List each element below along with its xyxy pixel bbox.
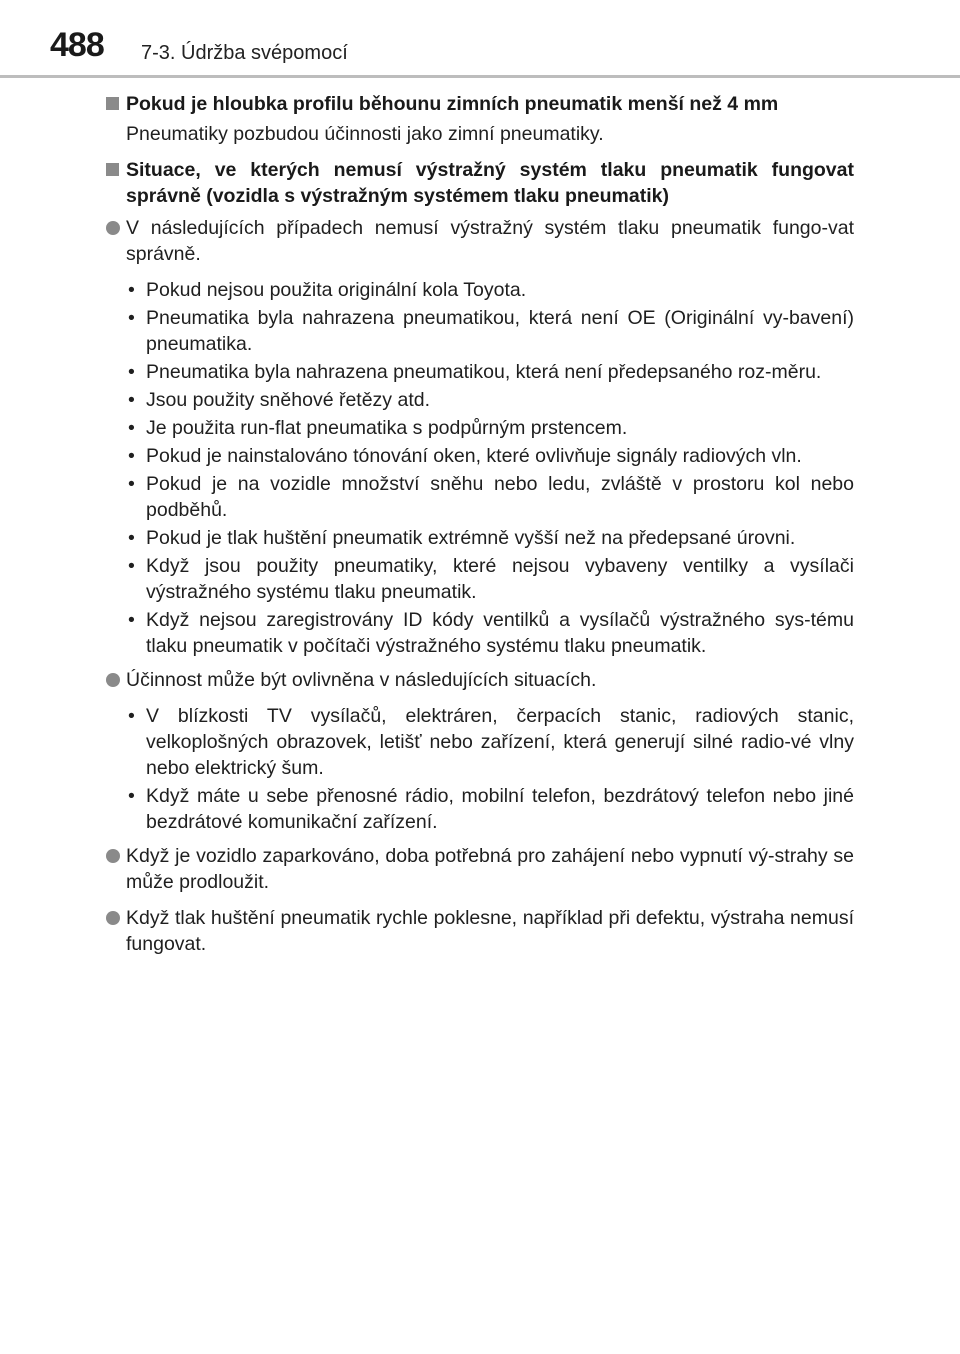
list-item-text: Pokud nejsou použita originální kola Toyota.: [146, 279, 527, 301]
list-item: [126, 305, 854, 357]
list-item-text: Pokud je tlak huštění pneumatik extrémně vyšší než na předepsané úrovni.: [146, 527, 796, 549]
square-bullet-icon: [106, 163, 119, 176]
list-item-text: V blízkosti TV vysílačů, elektráren, čerpacích stanic, radiových stanic, velkoplošných obrazovek, letišť nebo zařízení, která generují silné radio-vé vlny nebo elektrický šum.: [146, 705, 854, 779]
list-item-text: Pokud je nainstalováno tónování oken, které ovlivňuje signály radiových vln.: [146, 445, 802, 467]
list-item-text: Jsou použity sněhové řetězy atd.: [146, 389, 430, 411]
list-item: [126, 387, 854, 413]
dot-bullet-icon: •: [128, 417, 135, 439]
list-item: [126, 703, 854, 781]
circle-list-item: [106, 905, 854, 957]
section-text: Pneumatiky pozbudou účinnosti jako zimní pneumatiky.: [126, 123, 604, 145]
list-item: [126, 471, 854, 523]
page-content: [106, 91, 854, 967]
dot-bullet-icon: •: [128, 473, 135, 495]
page-number: 488: [50, 26, 104, 64]
dot-bullet-icon: •: [128, 785, 135, 807]
section-tpms-situations: [106, 157, 854, 957]
list-item-text: Je použita run-flat pneumatika s podpůrným prstencem.: [146, 417, 628, 439]
list-item-text: Když nejsou zaregistrovány ID kódy ventilků a vysílačů výstražného sys-tému tlaku pneumatik v počítači výstražného systému tlaku pneumatik.: [146, 609, 854, 657]
section-title-text: Situace, ve kterých nemusí výstražný systém tlaku pneumatik fungovat správně (vozidla s výstražným systémem tlaku pneumatik): [126, 159, 854, 207]
section-winter-tires: [106, 91, 854, 147]
circle-bullet-icon: [106, 221, 120, 235]
section-title: [106, 157, 854, 209]
list-item-text: Pneumatika byla nahrazena pneumatikou, která není OE (Originální vy-bavení) pneumatika.: [146, 307, 854, 355]
list-item-text: Když máte u sebe přenosné rádio, mobilní telefon, bezdrátový telefon nebo jiné bezdrátové komunikační zařízení.: [146, 785, 854, 833]
circle-list-item: [106, 667, 854, 693]
list-item-text: Když jsou použity pneumatiky, které nejsou vybaveny ventilky a vysílači výstražného systému tlaku pneumatik.: [146, 555, 854, 603]
dot-bullet-icon: •: [128, 527, 135, 549]
circle-item-text: Když tlak huštění pneumatik rychle poklesne, například při defektu, výstraha nemusí fungovat.: [126, 907, 854, 955]
dot-bullet-icon: •: [128, 445, 135, 467]
chapter-title: 7-3. Údržba svépomocí: [141, 42, 348, 64]
dot-bullet-icon: •: [128, 307, 135, 329]
dot-bullet-icon: •: [128, 705, 135, 727]
section-title: [106, 91, 854, 117]
dot-bullet-icon: •: [128, 361, 135, 383]
list-item: [126, 783, 854, 835]
circle-list-item: [106, 843, 854, 895]
list-item-text: Pneumatika byla nahrazena pneumatikou, která není předepsaného roz-měru.: [146, 361, 822, 383]
circle-bullet-icon: [106, 849, 120, 863]
square-bullet-icon: [106, 97, 119, 110]
list-item: [126, 553, 854, 605]
circle-bullet-icon: [106, 911, 120, 925]
dot-bullet-icon: •: [128, 555, 135, 577]
circle-item-text: V následujících případech nemusí výstražný systém tlaku pneumatik fungo-vat správně.: [126, 217, 854, 265]
circle-list-item: [106, 215, 854, 267]
bullet-list: [106, 277, 854, 659]
bullet-list: [106, 703, 854, 835]
list-item: [126, 607, 854, 659]
circle-bullet-icon: [106, 673, 120, 687]
section-title-text: Pokud je hloubka profilu běhounu zimních pneumatik menší než 4 mm: [126, 93, 779, 115]
list-item: [126, 359, 854, 385]
circle-item-text: Když je vozidlo zaparkováno, doba potřebná pro zahájení nebo vypnutí vý-strahy se může prodloužit.: [126, 845, 854, 893]
circle-item-text: Účinnost může být ovlivněna v následujících situacích.: [126, 669, 597, 691]
list-item: [126, 525, 854, 551]
list-item: [126, 415, 854, 441]
dot-bullet-icon: •: [128, 609, 135, 631]
dot-bullet-icon: •: [128, 389, 135, 411]
header-rule: [0, 75, 960, 78]
dot-bullet-icon: •: [128, 279, 135, 301]
page-header: [0, 0, 960, 80]
list-item: [126, 443, 854, 469]
list-item: [126, 277, 854, 303]
list-item-text: Pokud je na vozidle množství sněhu nebo ledu, zvláště v prostoru kol nebo podběhů.: [146, 473, 854, 521]
